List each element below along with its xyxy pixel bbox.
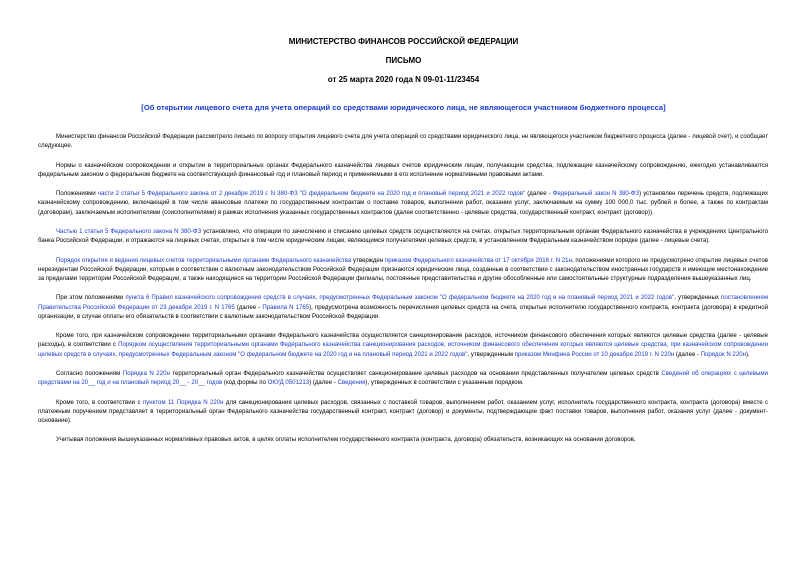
paragraph-text: ). (745, 350, 750, 358)
paragraph-text: Министерство финансов Российской Федерации рассмотрело письмо по вопросу открытия лицевого счета для учета операций со средствами юридического лица, не являющегося участником бюджетного процесса (далее - лицевой счет), и сообщает следующее. (38, 133, 768, 150)
paragraph-text: утвержден (351, 256, 385, 264)
document-link[interactable]: постановлением Правительства Российской Федерации от 23 декабря 2019 г. N 1765 (38, 294, 769, 311)
paragraph-text: Кроме того, в соответствии с (56, 398, 143, 406)
paragraph-text: , утвержденных (674, 294, 722, 302)
paragraph-text: для санкционирования целевых расходов, связанных с поставкой товаров, выполнением работ, оказанием услуг, исполнитель государственного контракта, контракта (договора) вместе с платежным поручением представляет в территориальный орган Федерального казначейства государственный контракт, контракт (договор) и документы, подтверждающие факт поставки товаров, выполнения работ, оказания услуг (далее - документ-основание). (38, 398, 769, 424)
document-link[interactable]: части 2 статьи 5 Федерального закона от 2 декабря 2019 г. N 380-ФЗ "О федеральном бюджете на 2020 год и плановый период 2021 и 2022 годов" (97, 190, 526, 198)
paragraph-text: При этом положениями (56, 294, 126, 302)
paragraph-text: Нормы о казначейском сопровождении и открытии в территориальных органах Федерального казначейства лицевых счетов юридическим лицам, получающим средства, подлежащие казначейскому сопровождению, ежегодно устанавливаются федеральным законом о федеральном бюджете на соответствующий финансовый год и плановый период и применяемыми в его исполнение нормативными правовыми актами. (38, 161, 768, 178)
body-paragraph (38, 189, 768, 217)
paragraph-text: Учитывая положения вышеуказанных нормативных правовых актов, в целях оплаты исполнителем государственного контракта (контракта, договора) обязательств, возникающих на основании договоров, (56, 436, 636, 444)
document-type: ПИСЬМО (385, 56, 422, 65)
document-link[interactable]: Частью 1 статьи 5 Федерального закона N 380-ФЗ (56, 227, 202, 235)
paragraph-text: (далее - (674, 350, 701, 358)
document-body (38, 132, 768, 455)
body-paragraph (38, 132, 768, 150)
document-link[interactable]: Правила N 1765 (262, 303, 310, 311)
paragraph-text: , утвержденным (467, 350, 515, 358)
document-link[interactable]: приказом Минфина России от 10 декабря 2019 г. N 220н (514, 350, 675, 358)
document-link[interactable]: Сведений об операциях с целевыми средствами на 20__ год и на плановый период 20__ - 20__ годов (38, 369, 768, 387)
ministry-title: МИНИСТЕРСТВО ФИНАНСОВ РОССИЙСКОЙ ФЕДЕРАЦИИ (288, 37, 519, 46)
paragraph-text: ) (далее - (309, 379, 338, 387)
document-link[interactable]: ОКУД 0501213 (267, 379, 310, 387)
document-link[interactable]: Сведения (337, 379, 366, 387)
body-paragraph (38, 435, 768, 444)
paragraph-text: ), предусмотрена возможность перечисления целевых средств на счета, открытые исполнителю государственного контракта, контракта (договора) в кредитной организации, в случае оплаты его обязательств в соответствии с валютным законодательством Российской Федерации. (38, 303, 769, 320)
body-paragraph (38, 331, 768, 359)
paragraph-text: Согласно положениям (56, 369, 123, 377)
document-link[interactable]: Федеральный закон N 380-ФЗ (552, 190, 640, 198)
body-paragraph (38, 293, 768, 321)
body-paragraph (38, 369, 768, 387)
body-paragraph (38, 256, 768, 284)
paragraph-text: (код формы по (222, 379, 268, 387)
body-paragraph (38, 227, 768, 245)
document-link[interactable]: приказом Федерального казначейства от 17 октября 2016 г. N 21н (384, 256, 572, 264)
paragraph-text: (далее - (525, 190, 553, 198)
paragraph-text: территориальный орган Федерального казначейства осуществляет санкционирование целевых расходов на основании представленных получателем целевых средств (169, 369, 662, 377)
paragraph-text: ) установлен перечень средств, подлежащих казначейскому сопровождению, включающий в том числе авансовые платежи по государственным контрактам о поставке товаров, выполнении работ, оказании услуг, заключаемым на сумму 100 000,0 тыс. рублей и более, а также по контрактам (договорам), заключаемым исполнителями (соисполнителями) в рамках исполнения указанных государственных контрактов (далее соответственно - целевые средства, государственный контракт, контракт (договор)). (38, 190, 769, 216)
paragraph-text: (далее - (234, 303, 263, 311)
paragraph-text: Кроме того, при казначейском сопровождении территориальными органами Федерального казначейства осуществляется санкционирование расходов, источником финансового обеспечения которых являются целевые средства (далее - целевые расходы), в соответствии с (38, 332, 768, 349)
document-link[interactable]: Порядок открытия и ведения лицевых счетов территориальными органами Федерального казначейства (56, 256, 352, 264)
body-paragraph (38, 161, 768, 179)
paragraph-text: установлено, что операции по зачислению и списанию целевых средств осуществляются на счетах, открытых территориальным органам Федерального казначейства в учреждениях Центрального банка Российской Федерации, и отражаются на лицевых счетах, открытых в том числе юридическим лицам, являющимся получателями целевых средств, в установленном Федеральным казначейством порядке (далее - лицевые счета). (38, 227, 769, 245)
document-subject: [Об открытии лицевого счета для учета операций со средствами юридического лица, не являющегося участником бюджетного процесса] (141, 103, 666, 112)
body-paragraph (38, 398, 768, 426)
document-link[interactable]: Порядком осуществления территориальными органами Федерального казначейства санкционирования расходов, источником финансового обеспечения которых являются целевые средства, при казначейском сопровождении целевых средств в случаях, предусмотренных Федеральным законом "О федеральном бюджете на 2020 год и на плановый период 2021 и 2022 годов" (38, 341, 768, 358)
document-date-number: от 25 марта 2020 года N 09-01-11/23454 (327, 75, 480, 84)
document-link[interactable]: Порядок N 220н (700, 350, 746, 358)
paragraph-text: Положениями (56, 190, 98, 198)
paragraph-text: ), утвержденных в соответствии с указанным порядком. (365, 379, 524, 387)
document-link[interactable]: пункта 6 Правил казначейского сопровождения средств в случаях, предусмотренных Федеральным законом "О федеральном бюджете на 2020 год и на плановый период 2021 и 2022 годов" (125, 294, 675, 302)
document-link[interactable]: пунктом 11 Порядка N 220н (142, 398, 224, 406)
paragraph-text: , положениями которого не предусмотрено открытие лицевых счетов нерезидентам Российской Федерации, которым в соответствии с валютным законодательством Российской Федерации признаются юридические лица, созданные в соответствии с законодательством иностранных государств и имеющие местонахождение за пределами территории Российской Федерации, а также находящиеся на территории Российской Федерации филиалы, постоянные представительства и другие обособленные или самостоятельные структурные подразделения вышеуказанных лиц. (38, 256, 768, 282)
document-link[interactable]: Порядка N 220н (122, 369, 170, 377)
